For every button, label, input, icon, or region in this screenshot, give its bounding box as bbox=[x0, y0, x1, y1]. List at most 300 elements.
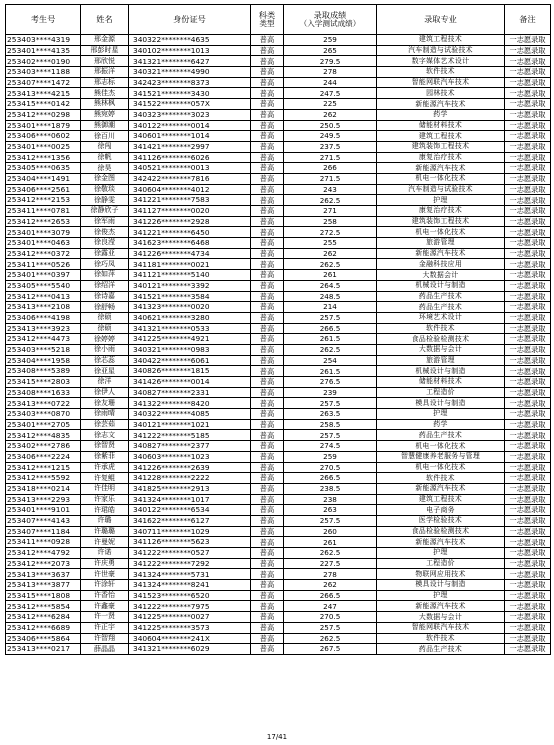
cell-remark: 一志愿录取 bbox=[505, 238, 551, 249]
cell-id-no: 341127********0020 bbox=[129, 206, 251, 217]
cell-major: 药品生产技术 bbox=[377, 644, 505, 655]
cell-exam-no: 253407****1472 bbox=[6, 77, 81, 88]
cell-major: 机电一体化技术 bbox=[377, 227, 505, 238]
cell-category: 普高 bbox=[251, 409, 284, 420]
cell-id-no: 341321********6029 bbox=[129, 644, 251, 655]
cell-score: 262 bbox=[284, 580, 377, 591]
cell-id-no: 341324********5731 bbox=[129, 569, 251, 580]
cell-id-no: 341221********6450 bbox=[129, 227, 251, 238]
header-major: 录取专业 bbox=[377, 5, 505, 35]
table-row bbox=[6, 280, 551, 291]
cell-category: 普高 bbox=[251, 77, 284, 88]
cell-id-no: 341623********6468 bbox=[129, 238, 251, 249]
cell-score: 266.5 bbox=[284, 323, 377, 334]
cell-exam-no: 253412****0372 bbox=[6, 248, 81, 259]
cell-score: 225 bbox=[284, 99, 377, 110]
cell-category: 普高 bbox=[251, 35, 284, 46]
cell-name: 徐敬琰 bbox=[81, 184, 129, 195]
cell-remark: 一志愿录取 bbox=[505, 206, 551, 217]
cell-exam-no: 253415****1808 bbox=[6, 590, 81, 601]
cell-score: 265 bbox=[284, 45, 377, 56]
cell-name: 徐军雨 bbox=[81, 216, 129, 227]
cell-category: 普高 bbox=[251, 441, 284, 452]
header-exam-no: 考生号 bbox=[6, 5, 81, 35]
cell-name: 徐金图 bbox=[81, 173, 129, 184]
table-row bbox=[6, 45, 551, 56]
cell-major: 建筑工程技术 bbox=[377, 131, 505, 142]
cell-remark: 一志愿录取 bbox=[505, 270, 551, 281]
cell-name: 许复鲲 bbox=[81, 473, 129, 484]
cell-exam-no: 253412****2153 bbox=[6, 195, 81, 206]
cell-exam-no: 253412****6689 bbox=[6, 622, 81, 633]
table-row bbox=[6, 473, 551, 484]
cell-exam-no: 253415****2803 bbox=[6, 377, 81, 388]
cell-remark: 一志愿录取 bbox=[505, 441, 551, 452]
cell-exam-no: 253413****0217 bbox=[6, 644, 81, 655]
table-header bbox=[6, 5, 551, 35]
cell-category: 普高 bbox=[251, 537, 284, 548]
table-row bbox=[6, 312, 551, 323]
cell-major: 新能源汽车技术 bbox=[377, 483, 505, 494]
cell-major: 药品生产技术 bbox=[377, 430, 505, 441]
cell-id-no: 340102********1013 bbox=[129, 45, 251, 56]
table-row bbox=[6, 248, 551, 259]
cell-exam-no: 253406****0602 bbox=[6, 131, 81, 142]
table-row bbox=[6, 590, 551, 601]
cell-major: 药学 bbox=[377, 109, 505, 120]
cell-score: 263.5 bbox=[284, 409, 377, 420]
cell-name: 徐芸茹 bbox=[81, 419, 129, 430]
table-row bbox=[6, 462, 551, 473]
cell-remark: 一志愿录取 bbox=[505, 419, 551, 430]
cell-id-no: 340422********6061 bbox=[129, 355, 251, 366]
cell-remark: 一志愿录取 bbox=[505, 366, 551, 377]
table-row bbox=[6, 291, 551, 302]
table-row bbox=[6, 56, 551, 67]
table-row bbox=[6, 109, 551, 120]
cell-name: 邢志标 bbox=[81, 77, 129, 88]
cell-id-no: 341323********0020 bbox=[129, 302, 251, 313]
cell-id-no: 341523********6520 bbox=[129, 590, 251, 601]
cell-exam-no: 253406****2561 bbox=[6, 184, 81, 195]
table-row bbox=[6, 526, 551, 537]
cell-exam-no: 253412****4792 bbox=[6, 548, 81, 559]
cell-category: 普高 bbox=[251, 323, 284, 334]
cell-category: 普高 bbox=[251, 302, 284, 313]
cell-id-no: 341228********2222 bbox=[129, 473, 251, 484]
cell-major: 软件技术 bbox=[377, 473, 505, 484]
cell-remark: 一志愿录取 bbox=[505, 387, 551, 398]
table-row bbox=[6, 35, 551, 46]
cell-remark: 一志愿录取 bbox=[505, 216, 551, 227]
cell-remark: 一志愿录取 bbox=[505, 633, 551, 644]
cell-score: 214 bbox=[284, 302, 377, 313]
cell-name: 许正宇 bbox=[81, 622, 129, 633]
cell-exam-no: 253407****4143 bbox=[6, 515, 81, 526]
cell-name: 薛晶晶 bbox=[81, 644, 129, 655]
cell-id-no: 341225********3573 bbox=[129, 622, 251, 633]
cell-exam-no: 253403****0870 bbox=[6, 409, 81, 420]
cell-name: 徐帆 bbox=[81, 152, 129, 163]
cell-id-no: 340711********1029 bbox=[129, 526, 251, 537]
cell-category: 普高 bbox=[251, 88, 284, 99]
cell-exam-no: 253412****6284 bbox=[6, 612, 81, 623]
cell-exam-no: 253411****0526 bbox=[6, 259, 81, 270]
cell-category: 普高 bbox=[251, 494, 284, 505]
cell-name: 许香怡 bbox=[81, 590, 129, 601]
cell-exam-no: 253405****5540 bbox=[6, 280, 81, 291]
cell-exam-no: 253412****5854 bbox=[6, 601, 81, 612]
cell-major: 机电一体化技术 bbox=[377, 173, 505, 184]
cell-score: 262.5 bbox=[284, 548, 377, 559]
table-row bbox=[6, 206, 551, 217]
cell-score: 264.5 bbox=[284, 280, 377, 291]
cell-category: 普高 bbox=[251, 644, 284, 655]
cell-name: 徐昊 bbox=[81, 163, 129, 174]
cell-name: 徐智贤 bbox=[81, 441, 129, 452]
table-row bbox=[6, 387, 551, 398]
cell-score: 258.5 bbox=[284, 419, 377, 430]
cell-remark: 一志愿录取 bbox=[505, 601, 551, 612]
cell-exam-no: 253411****0781 bbox=[6, 206, 81, 217]
cell-category: 普高 bbox=[251, 548, 284, 559]
cell-exam-no: 253402****2786 bbox=[6, 441, 81, 452]
cell-category: 普高 bbox=[251, 195, 284, 206]
cell-name: 徐诗嘉 bbox=[81, 291, 129, 302]
cell-major: 智慧健康养老服务与管理 bbox=[377, 451, 505, 462]
cell-remark: 一志愿录取 bbox=[505, 377, 551, 388]
cell-category: 普高 bbox=[251, 120, 284, 131]
cell-name: 许佳明 bbox=[81, 483, 129, 494]
cell-remark: 一志愿录取 bbox=[505, 109, 551, 120]
cell-id-no: 340121********1021 bbox=[129, 419, 251, 430]
table-row bbox=[6, 419, 551, 430]
cell-id-no: 341121********5140 bbox=[129, 270, 251, 281]
cell-category: 普高 bbox=[251, 505, 284, 516]
cell-id-no: 340321********0983 bbox=[129, 344, 251, 355]
cell-name: 邢振洋 bbox=[81, 67, 129, 78]
cell-remark: 一志愿录取 bbox=[505, 280, 551, 291]
cell-category: 普高 bbox=[251, 280, 284, 291]
cell-major: 建筑装饰工程技术 bbox=[377, 216, 505, 227]
table-row bbox=[6, 216, 551, 227]
cell-score: 266.5 bbox=[284, 473, 377, 484]
cell-name: 徐婷婷 bbox=[81, 334, 129, 345]
cell-score: 258 bbox=[284, 216, 377, 227]
cell-score: 248.5 bbox=[284, 291, 377, 302]
cell-major: 机电一体化技术 bbox=[377, 462, 505, 473]
cell-score: 247.5 bbox=[284, 88, 377, 99]
cell-remark: 一志愿录取 bbox=[505, 152, 551, 163]
cell-name: 徐百川 bbox=[81, 131, 129, 142]
cell-score: 259 bbox=[284, 451, 377, 462]
cell-name: 许鑫豪 bbox=[81, 601, 129, 612]
cell-score: 262.5 bbox=[284, 195, 377, 206]
cell-category: 普高 bbox=[251, 569, 284, 580]
cell-category: 普高 bbox=[251, 344, 284, 355]
cell-remark: 一志愿录取 bbox=[505, 141, 551, 152]
cell-remark: 一志愿录取 bbox=[505, 77, 551, 88]
cell-score: 254 bbox=[284, 355, 377, 366]
cell-major: 护理 bbox=[377, 548, 505, 559]
cell-score: 262.5 bbox=[284, 259, 377, 270]
cell-exam-no: 253401****2705 bbox=[6, 419, 81, 430]
cell-score: 227.5 bbox=[284, 558, 377, 569]
cell-exam-no: 253401****1879 bbox=[6, 120, 81, 131]
cell-id-no: 340603********1023 bbox=[129, 451, 251, 462]
table-row bbox=[6, 494, 551, 505]
cell-id-no: 341825********2913 bbox=[129, 483, 251, 494]
cell-major: 储能材料技术 bbox=[377, 377, 505, 388]
cell-score: 274.5 bbox=[284, 441, 377, 452]
table-row bbox=[6, 323, 551, 334]
header-id-no: 身份证号 bbox=[129, 5, 251, 35]
cell-category: 普高 bbox=[251, 270, 284, 281]
cell-remark: 一志愿录取 bbox=[505, 88, 551, 99]
cell-name: 许一贤 bbox=[81, 612, 129, 623]
table-body bbox=[6, 35, 551, 655]
cell-major: 护理 bbox=[377, 590, 505, 601]
cell-id-no: 340827********2331 bbox=[129, 387, 251, 398]
cell-exam-no: 253408****1633 bbox=[6, 387, 81, 398]
cell-major: 物联网应用技术 bbox=[377, 569, 505, 580]
cell-major: 新能源汽车技术 bbox=[377, 537, 505, 548]
cell-id-no: 341222********0527 bbox=[129, 548, 251, 559]
cell-exam-no: 253401****0463 bbox=[6, 238, 81, 249]
table-row bbox=[6, 355, 551, 366]
cell-exam-no: 253412****0413 bbox=[6, 291, 81, 302]
cell-remark: 一志愿录取 bbox=[505, 622, 551, 633]
cell-major: 康复治疗技术 bbox=[377, 152, 505, 163]
cell-remark: 一志愿录取 bbox=[505, 131, 551, 142]
cell-major: 金融科技应用 bbox=[377, 259, 505, 270]
cell-score: 261 bbox=[284, 537, 377, 548]
cell-exam-no: 253401****3079 bbox=[6, 227, 81, 238]
table-row bbox=[6, 580, 551, 591]
cell-id-no: 341221********7583 bbox=[129, 195, 251, 206]
cell-id-no: 341324********8241 bbox=[129, 580, 251, 591]
cell-category: 普高 bbox=[251, 558, 284, 569]
cell-exam-no: 253413****3923 bbox=[6, 323, 81, 334]
cell-major: 汽车制造与试验技术 bbox=[377, 184, 505, 195]
cell-name: 熊御潮 bbox=[81, 120, 129, 131]
cell-exam-no: 253413****3877 bbox=[6, 580, 81, 591]
cell-score: 266 bbox=[284, 163, 377, 174]
table-row bbox=[6, 88, 551, 99]
cell-id-no: 340322********4635 bbox=[129, 35, 251, 46]
cell-id-no: 341226********2928 bbox=[129, 216, 251, 227]
cell-category: 普高 bbox=[251, 259, 284, 270]
cell-name: 许承虎 bbox=[81, 462, 129, 473]
cell-remark: 一志愿录取 bbox=[505, 451, 551, 462]
cell-remark: 一志愿录取 bbox=[505, 494, 551, 505]
cell-remark: 一志愿录取 bbox=[505, 548, 551, 559]
cell-category: 普高 bbox=[251, 206, 284, 217]
cell-id-no: 341126********6026 bbox=[129, 152, 251, 163]
cell-remark: 一志愿录取 bbox=[505, 344, 551, 355]
cell-id-no: 341126********5623 bbox=[129, 537, 251, 548]
cell-id-no: 341321********0533 bbox=[129, 323, 251, 334]
cell-major: 新能源汽车技术 bbox=[377, 601, 505, 612]
cell-major: 药学 bbox=[377, 419, 505, 430]
cell-category: 普高 bbox=[251, 398, 284, 409]
cell-id-no: 341426********0014 bbox=[129, 377, 251, 388]
cell-id-no: 341322********8420 bbox=[129, 398, 251, 409]
table-row bbox=[6, 344, 551, 355]
cell-score: 271.5 bbox=[284, 152, 377, 163]
cell-major: 数字媒体艺术设计 bbox=[377, 56, 505, 67]
cell-major: 大数据会计 bbox=[377, 270, 505, 281]
table-row bbox=[6, 548, 551, 559]
cell-score: 247 bbox=[284, 601, 377, 612]
cell-remark: 一志愿录取 bbox=[505, 409, 551, 420]
cell-name: 许璐璐 bbox=[81, 526, 129, 537]
cell-category: 普高 bbox=[251, 387, 284, 398]
cell-remark: 一志愿录取 bbox=[505, 580, 551, 591]
cell-exam-no: 253406****5864 bbox=[6, 633, 81, 644]
cell-major: 建筑装饰工程技术 bbox=[377, 141, 505, 152]
cell-name: 许诺 bbox=[81, 548, 129, 559]
cell-score: 270.5 bbox=[284, 612, 377, 623]
cell-remark: 一志愿录取 bbox=[505, 430, 551, 441]
cell-major: 食品检验检测技术 bbox=[377, 334, 505, 345]
cell-id-no: 341226********4734 bbox=[129, 248, 251, 259]
table-row bbox=[6, 430, 551, 441]
table-row bbox=[6, 141, 551, 152]
cell-exam-no: 253402****0190 bbox=[6, 56, 81, 67]
cell-exam-no: 253413****0722 bbox=[6, 398, 81, 409]
cell-category: 普高 bbox=[251, 109, 284, 120]
cell-exam-no: 253411****0928 bbox=[6, 537, 81, 548]
table-row bbox=[6, 601, 551, 612]
cell-score: 257.5 bbox=[284, 515, 377, 526]
cell-remark: 一志愿录取 bbox=[505, 173, 551, 184]
cell-score: 261.5 bbox=[284, 366, 377, 377]
cell-major: 新能源汽车技术 bbox=[377, 99, 505, 110]
cell-score: 266.5 bbox=[284, 590, 377, 601]
cell-major: 环境艺术设计 bbox=[377, 312, 505, 323]
cell-exam-no: 253406****2224 bbox=[6, 451, 81, 462]
cell-exam-no: 253408****5389 bbox=[6, 366, 81, 377]
cell-name: 徐如萍 bbox=[81, 270, 129, 281]
cell-major: 药品生产技术 bbox=[377, 302, 505, 313]
header-remark: 备注 bbox=[505, 5, 551, 35]
cell-name: 邢欣悦 bbox=[81, 56, 129, 67]
cell-name: 徐雨晴 bbox=[81, 409, 129, 420]
cell-remark: 一志愿录取 bbox=[505, 99, 551, 110]
cell-category: 普高 bbox=[251, 291, 284, 302]
cell-remark: 一志愿录取 bbox=[505, 302, 551, 313]
cell-score: 257.5 bbox=[284, 312, 377, 323]
cell-name: 徐硕 bbox=[81, 312, 129, 323]
cell-exam-no: 253401****4135 bbox=[6, 45, 81, 56]
cell-score: 271.5 bbox=[284, 173, 377, 184]
cell-remark: 一志愿录取 bbox=[505, 56, 551, 67]
cell-name: 徐小雨 bbox=[81, 344, 129, 355]
cell-category: 普高 bbox=[251, 248, 284, 259]
table-row bbox=[6, 409, 551, 420]
table-row bbox=[6, 99, 551, 110]
cell-remark: 一志愿录取 bbox=[505, 515, 551, 526]
table-row bbox=[6, 505, 551, 516]
cell-remark: 一志愿录取 bbox=[505, 248, 551, 259]
table-row bbox=[6, 163, 551, 174]
header-score bbox=[284, 5, 377, 35]
cell-category: 普高 bbox=[251, 451, 284, 462]
cell-major: 机电一体化技术 bbox=[377, 441, 505, 452]
cell-score: 243 bbox=[284, 184, 377, 195]
cell-remark: 一志愿录取 bbox=[505, 184, 551, 195]
cell-category: 普高 bbox=[251, 526, 284, 537]
cell-score: 259 bbox=[284, 35, 377, 46]
table-row bbox=[6, 184, 551, 195]
table-row bbox=[6, 377, 551, 388]
cell-remark: 一志愿录取 bbox=[505, 483, 551, 494]
cell-name: 徐芯蕊 bbox=[81, 355, 129, 366]
cell-remark: 一志愿录取 bbox=[505, 163, 551, 174]
cell-category: 普高 bbox=[251, 334, 284, 345]
cell-exam-no: 253405****0635 bbox=[6, 163, 81, 174]
cell-major: 机械设计与制造 bbox=[377, 280, 505, 291]
cell-id-no: 340122********0014 bbox=[129, 120, 251, 131]
cell-remark: 一志愿录取 bbox=[505, 227, 551, 238]
cell-name: 徐巧凤 bbox=[81, 259, 129, 270]
cell-category: 普高 bbox=[251, 473, 284, 484]
cell-remark: 一志愿录取 bbox=[505, 505, 551, 516]
cell-name: 邢金源 bbox=[81, 35, 129, 46]
cell-name: 徐洋 bbox=[81, 377, 129, 388]
cell-score: 270.5 bbox=[284, 462, 377, 473]
admission-table bbox=[5, 4, 551, 655]
cell-score: 272.5 bbox=[284, 227, 377, 238]
cell-major: 机械设计与制造 bbox=[377, 366, 505, 377]
cell-remark: 一志愿录取 bbox=[505, 259, 551, 270]
cell-exam-no: 253415****0142 bbox=[6, 99, 81, 110]
cell-name: 许曼妮 bbox=[81, 537, 129, 548]
cell-score: 249.5 bbox=[284, 131, 377, 142]
cell-category: 普高 bbox=[251, 483, 284, 494]
cell-score: 255 bbox=[284, 238, 377, 249]
cell-exam-no: 253404****1491 bbox=[6, 173, 81, 184]
cell-score: 278 bbox=[284, 67, 377, 78]
table-row bbox=[6, 451, 551, 462]
cell-major: 大数据与会计 bbox=[377, 344, 505, 355]
cell-name: 许珺皓 bbox=[81, 505, 129, 516]
cell-major: 工程造价 bbox=[377, 558, 505, 569]
cell-major: 电子商务 bbox=[377, 505, 505, 516]
header-category bbox=[251, 5, 284, 35]
cell-remark: 一志愿录取 bbox=[505, 195, 551, 206]
cell-score: 257.5 bbox=[284, 622, 377, 633]
cell-major: 新能源汽车技术 bbox=[377, 248, 505, 259]
cell-category: 普高 bbox=[251, 216, 284, 227]
table-row bbox=[6, 612, 551, 623]
cell-category: 普高 bbox=[251, 131, 284, 142]
cell-exam-no: 253403****4319 bbox=[6, 35, 81, 46]
cell-major: 模具设计与制造 bbox=[377, 398, 505, 409]
table-row bbox=[6, 483, 551, 494]
cell-category: 普高 bbox=[251, 462, 284, 473]
cell-category: 普高 bbox=[251, 238, 284, 249]
cell-score: 260 bbox=[284, 526, 377, 537]
cell-exam-no: 253418****0214 bbox=[6, 483, 81, 494]
cell-major: 储能材料技术 bbox=[377, 120, 505, 131]
cell-id-no: 340827********2377 bbox=[129, 441, 251, 452]
cell-score: 263 bbox=[284, 505, 377, 516]
cell-exam-no: 253412****1215 bbox=[6, 462, 81, 473]
cell-remark: 一志愿录取 bbox=[505, 323, 551, 334]
cell-name: 徐伊人 bbox=[81, 387, 129, 398]
